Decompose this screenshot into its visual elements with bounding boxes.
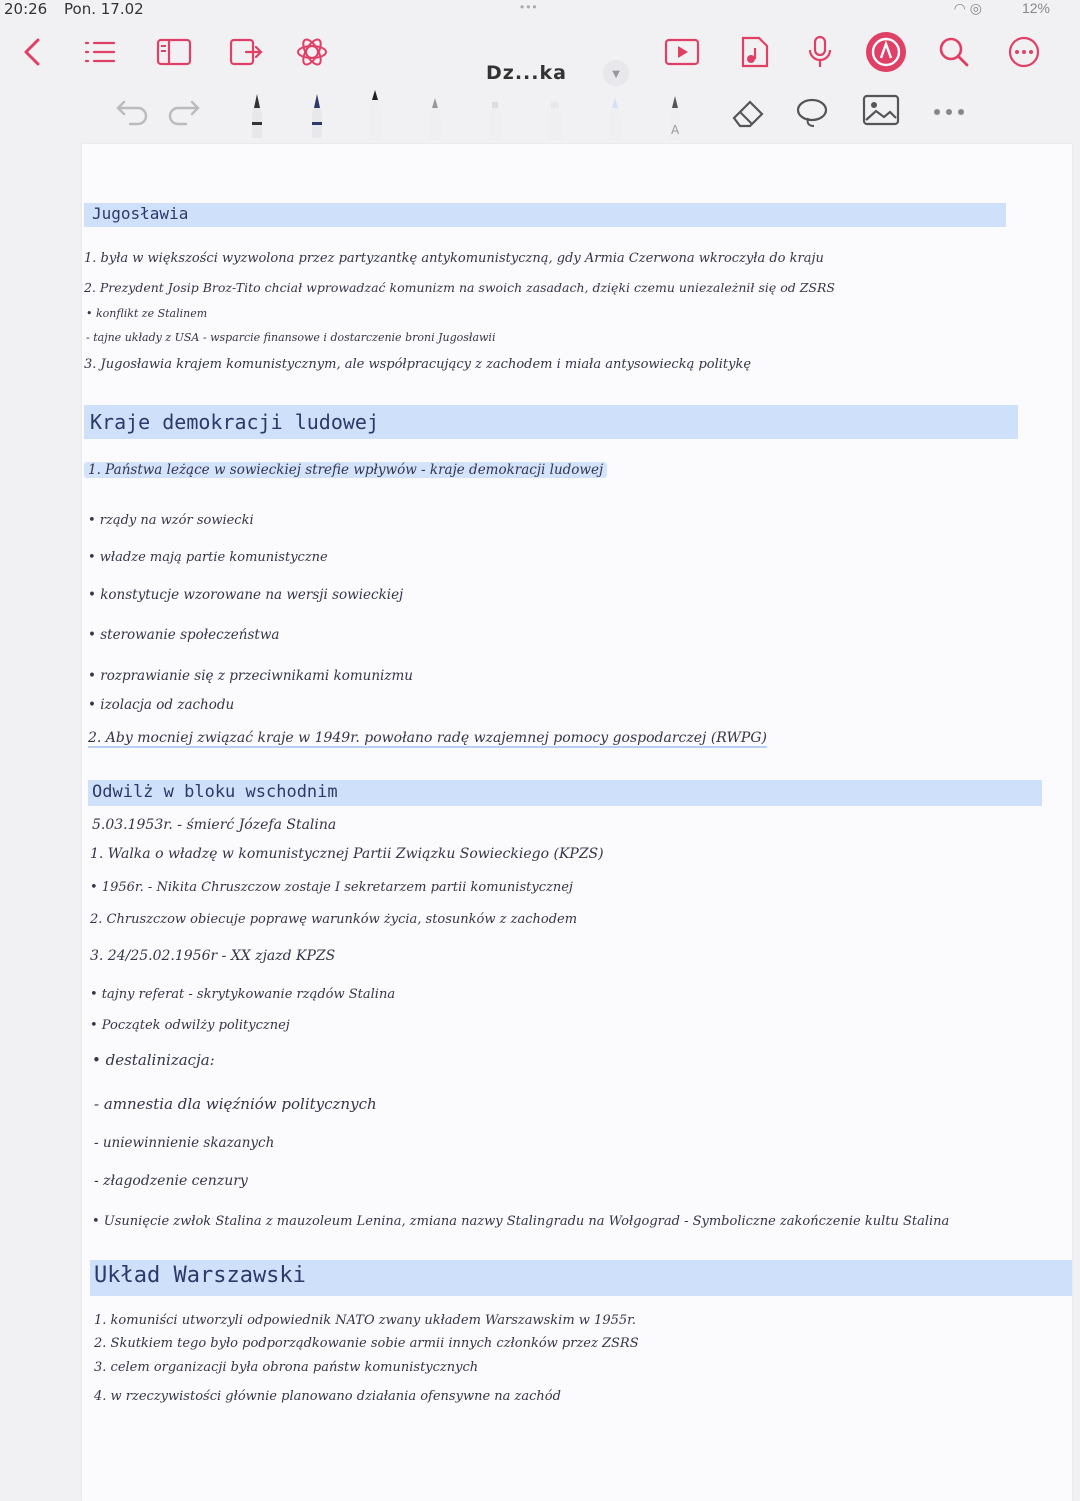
highlighter-icon[interactable] <box>542 88 568 147</box>
note-line: • rządy na wzór sowiecki <box>88 513 254 528</box>
pen-navy-icon[interactable] <box>304 88 330 147</box>
eraser-icon[interactable] <box>728 96 768 135</box>
note-line: • sterowanie społeczeństwa <box>88 627 280 643</box>
note-line: 1. Państwa leżące w sowieckiej strefie wpływów - kraje demokracji ludowej <box>84 462 607 478</box>
status-time: 20:26 <box>4 0 48 18</box>
ai-assistant-icon[interactable] <box>294 34 330 70</box>
redo-icon[interactable] <box>166 96 202 131</box>
document-title[interactable]: Dz...ka <box>486 62 567 84</box>
audio-file-icon[interactable] <box>736 34 772 70</box>
note-line: 2. Aby mocniej związać kraje w 1949r. powołano radę wzajemnej pomocy gospodarczej (RWPG) <box>88 730 767 746</box>
note-line: • destalinizacja: <box>92 1051 215 1069</box>
note-line: - złagodzenie cenzury <box>94 1173 248 1189</box>
section-heading: Kraje demokracji ludowej <box>90 410 379 434</box>
presentation-icon[interactable] <box>664 34 700 70</box>
note-line: • tajny referat - skrytykowanie rządów Stalina <box>90 987 396 1002</box>
back-icon[interactable] <box>14 34 50 70</box>
lasso-icon[interactable] <box>794 96 830 135</box>
note-line: • władze mają partie komunistyczne <box>88 550 328 565</box>
microphone-icon[interactable] <box>802 34 838 70</box>
status-bar <box>0 0 1080 22</box>
status-date: Pon. 17.02 <box>64 0 144 18</box>
pencil-black-icon[interactable] <box>362 88 388 147</box>
note-line: • Usunięcie zwłok Stalina z mauzoleum Lenina, zmiana nazwy Stalingradu na Wołgograd - Symboliczne zakończenie kultu Stalina <box>92 1214 950 1229</box>
note-line: • izolacja od zachodu <box>88 697 235 713</box>
marker-light-icon[interactable] <box>482 88 508 147</box>
note-line: 1. była w większości wyzwolona przez partyzantkę antykomunistyczną, gdy Armia Czerwona wkroczyła do kraju <box>84 251 824 266</box>
undo-icon[interactable] <box>114 96 150 131</box>
note-line: 1. komuniści utworzyli odpowiednik NATO zwany układem Warszawskim w 1955r. <box>94 1313 637 1328</box>
search-icon[interactable] <box>936 34 972 70</box>
note-line: - tajne układy z USA - wsparcie finansowe i dostarczenie broni Jugosławii <box>86 331 496 344</box>
more-options-icon[interactable] <box>1006 34 1042 70</box>
pen-black-icon[interactable] <box>244 88 270 147</box>
note-line: - amnestia dla więźniów politycznych <box>94 1095 377 1113</box>
sidebar-icon[interactable] <box>156 34 192 70</box>
note-line: 1. Walka o władzę w komunistycznej Partii Związku Sowieckiego (KPZS) <box>90 846 604 862</box>
pen-mode-icon[interactable] <box>864 30 908 74</box>
note-line: 2. Prezydent Josip Broz-Tito chciał wprowadzać komunizm na swoich zasadach, dzięki czemu uniezależnił się od ZSRS <box>84 280 835 295</box>
chevron-down-icon[interactable]: ▼ <box>603 60 629 86</box>
section-heading: Układ Warszawski <box>94 1263 306 1288</box>
note-line: - uniewinnienie skazanych <box>94 1135 275 1151</box>
note-line: • Początek odwilży politycznej <box>90 1018 290 1033</box>
note-line: 3. 24/25.02.1956r - XX zjazd KPZS <box>90 948 336 964</box>
highlighter-blue-icon[interactable] <box>602 88 628 147</box>
note-line: • konstytucje wzorowane na wersji sowieckiej <box>88 587 404 603</box>
more-tools-icon[interactable] <box>932 104 966 122</box>
battery-level: 12% <box>1021 0 1050 16</box>
image-icon[interactable] <box>862 94 900 131</box>
note-line: • rozprawianie się z przeciwnikami komunizmu <box>88 668 413 684</box>
note-line: 4. w rzeczywistości głównie planowano działania ofensywne na zachód <box>94 1389 561 1404</box>
section-heading: Jugosławia <box>92 204 189 223</box>
note-line: 5.03.1953r. - śmierć Józefa Stalina <box>92 817 337 833</box>
svg-text:A: A <box>671 123 680 137</box>
text-tool-icon[interactable] <box>662 88 688 147</box>
pen-toolbar <box>0 82 1080 144</box>
note-line: • 1956r. - Nikita Chruszczow zostaje I sekretarzem partii komunistycznej <box>90 880 573 895</box>
export-icon[interactable] <box>228 34 264 70</box>
multitasking-dots[interactable]: ••• <box>520 0 539 14</box>
note-line: 3. celem organizacji była obrona państw komunistycznych <box>94 1360 479 1375</box>
section-heading: Odwilż w bloku wschodnim <box>92 782 338 802</box>
main-toolbar <box>0 22 1080 84</box>
note-line: 2. Skutkiem tego było podporządkowanie sobie armii innych członków przez ZSRS <box>94 1336 639 1351</box>
note-line: 3. Jugosławia krajem komunistycznym, ale współpracujący z zachodem i miała antysowiecką politykę <box>84 357 752 372</box>
heading-band <box>84 203 1006 227</box>
pencil-grey-icon[interactable] <box>422 88 448 147</box>
note-line: • konflikt ze Stalinem <box>86 307 208 320</box>
wifi-icon: ◠ ◎ <box>953 0 982 16</box>
note-line: 2. Chruszczow obiecuje poprawę warunków życia, stosunków z zachodem <box>90 912 578 927</box>
list-icon[interactable] <box>82 34 118 70</box>
